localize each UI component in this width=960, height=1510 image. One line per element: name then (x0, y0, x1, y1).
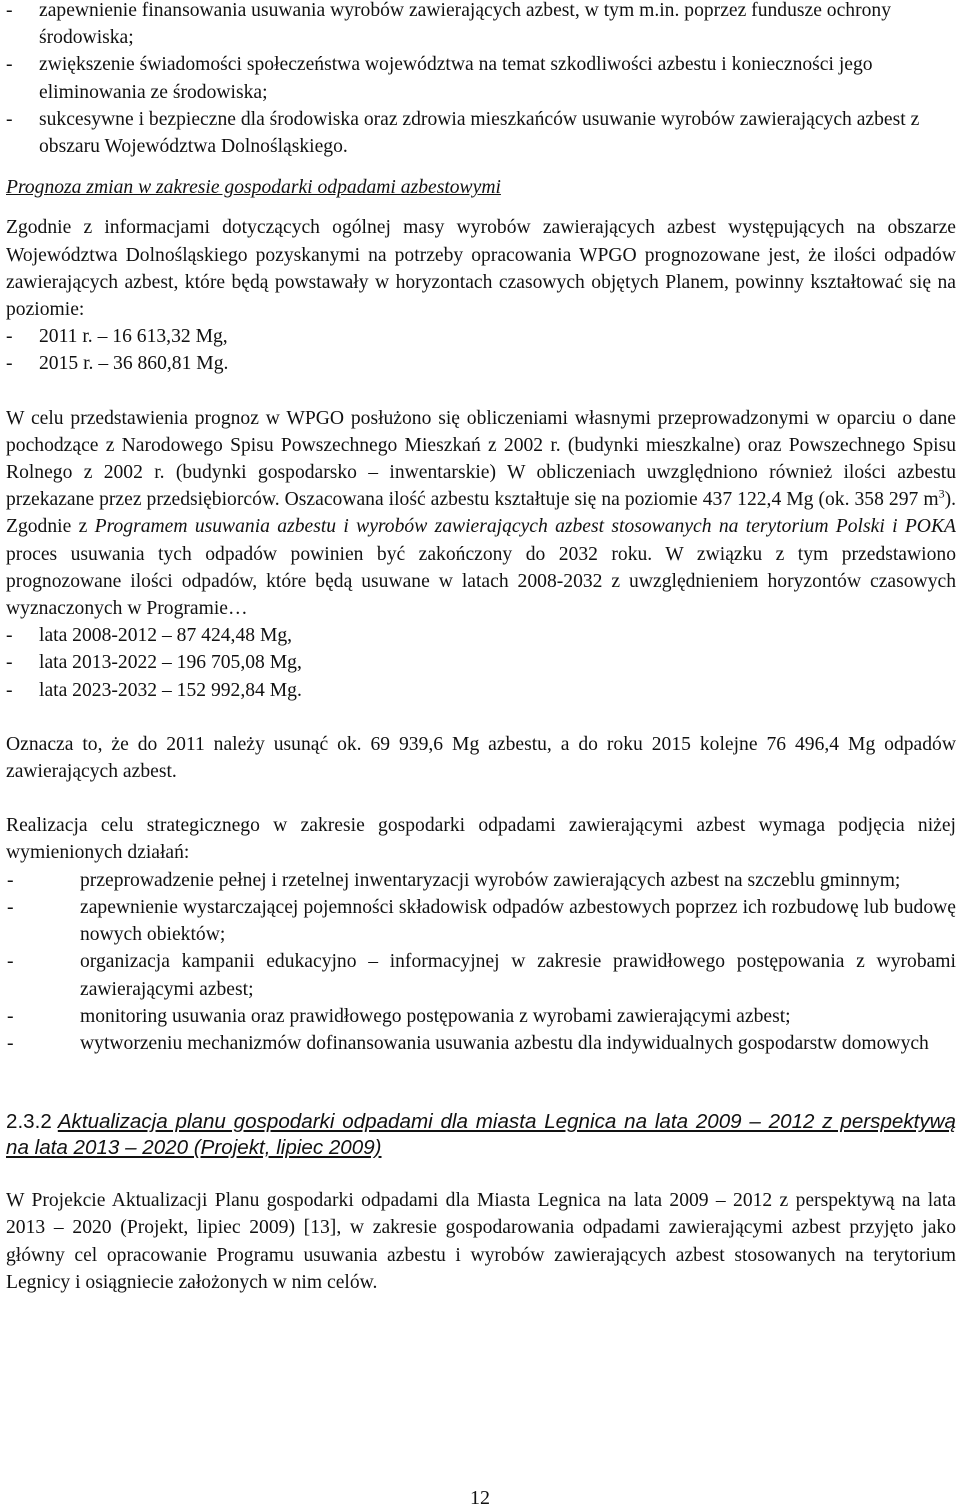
paragraph: Zgodnie z informacjami dotyczących ogólnej masy wyrobów zawierających azbest występujących na obszarze Województwa Dolnośląskiego pozyskanymi na potrzeby opracowania WPGO prognozowane jest, że ilości odpadów zawierających azbest, które będą powstawały w horyzontach czasowych objętych Planem, powinny kształtować się na poziomie: (6, 217, 956, 321)
section-title: Aktualizacja planu gospodarki odpadami dla miasta Legnica na lata 2009 – 2012 z perspektywą na lata 2013 – 2020 (Projekt, lipiec 2009) (6, 1110, 956, 1160)
document-page (6, 0, 956, 1296)
list-item: - zapewnienie wystarczającej pojemności składowisk odpadów azbestowych poprzez ich rozbudowę lub budowę nowych obiektów; (6, 894, 956, 948)
list-item: - lata 2013-2022 – 196 705,08 Mg, (6, 649, 956, 676)
removal-forecast-list (6, 622, 956, 704)
list-item: - przeprowadzenie pełnej i rzetelnej inwentaryzacji wyrobów zawierających azbest na szczeblu gminnym; (6, 867, 956, 894)
page-number: 12 (470, 1487, 490, 1509)
paragraph: Realizacja celu strategicznego w zakresie gospodarki odpadami zawierającymi azbest wymaga podjęcia niżej wymienionych działań: (6, 815, 956, 864)
list-item: - 2015 r. – 36 860,81 Mg. (6, 350, 956, 377)
list-item: - lata 2023-2032 – 152 992,84 Mg. (6, 677, 956, 704)
actions-list (6, 867, 956, 1057)
list-item: - organizacja kampanii edukacyjno – informacyjnej w zakresie prawidłowego postępowania z wyrobami zawierającymi azbest; (6, 948, 956, 1002)
list-item: - zwiększenie świadomości społeczeństwa województwa na temat szkodliwości azbestu i konieczności jego eliminowania ze środowiska; (6, 51, 956, 105)
section-heading (6, 1109, 956, 1161)
list-item: - lata 2008-2012 – 87 424,48 Mg, (6, 622, 956, 649)
list-item: - monitoring usuwania oraz prawidłowego postępowania z wyrobami zawierającymi azbest; (6, 1003, 956, 1030)
section-number: 2.3.2 (6, 1110, 52, 1134)
list-item: - sukcesywne i bezpieczne dla środowiska oraz zdrowia mieszkańców usuwanie wyrobów zawierających azbest z obszaru Województwa Dolnośląskiego. (6, 106, 956, 160)
list-item: - 2011 r. – 16 613,32 Mg, (6, 323, 956, 350)
objectives-list (6, 0, 956, 160)
paragraph: W Projekcie Aktualizacji Planu gospodarki odpadami dla Miasta Legnica na lata 2009 – 2012 z perspektywą na lata 2013 – 2020 (Projekt, lipiec 2009) [13], w zakresie gospodarowania odpadami zawierającymi azbest przyjęto jako główny cel opracowanie Programu usuwania azbestu i wyrobów zawierających azbest stosowanych na terytorium Legnicy i osiągniecie założonych w nim celów. (6, 1190, 956, 1293)
list-item: - zapewnienie finansowania usuwania wyrobów zawierających azbest, w tym m.in. poprzez fundusze ochrony środowiska; (6, 0, 956, 51)
prognosis-heading: Prognoza zmian w zakresie gospodarki odpadami azbestowymi (6, 177, 501, 199)
forecast-list (6, 323, 956, 377)
paragraph: W celu przedstawienia prognoz w WPGO posłużono się obliczeniami własnymi przeprowadzonymi w oparciu o dane pochodzące z Narodowego Spisu Powszechnego Mieszkań z 2002 r. (budynki mieszkalne) oraz Powszechnego Spisu Rolnego z 2002 r. (budynki gospodarsko – inwentarskie) W obliczeniach uwzględniono również ilości azbestu przekazane przez przedsiębiorców. Oszacowana ilość azbestu kształtuje się na poziomie 437 122,4 Mg (ok. 358 297 $m^3$). Zgodnie z Programem usuwania azbestu i wyrobów zawierających azbest stosowanych na terytorium Polski i POKA proces usuwania tych odpadów powinien być zakończony do 2032 roku. W związku z tym przedstawiono prognozowane ilości odpadów, które będą usuwane w latach 2008-2032 z uwzględnieniem horyzontów czasowych wyznaczonych w Programie… (6, 407, 956, 620)
list-item: - wytworzeniu mechanizmów dofinansowania usuwania azbestu dla indywidualnych gospodarstw domowych (6, 1030, 956, 1057)
paragraph: Oznacza to, że do 2011 należy usunąć ok. 69 939,6 Mg azbestu, a do roku 2015 kolejne 76 496,4 Mg odpadów zawierających azbest. (6, 733, 956, 783)
